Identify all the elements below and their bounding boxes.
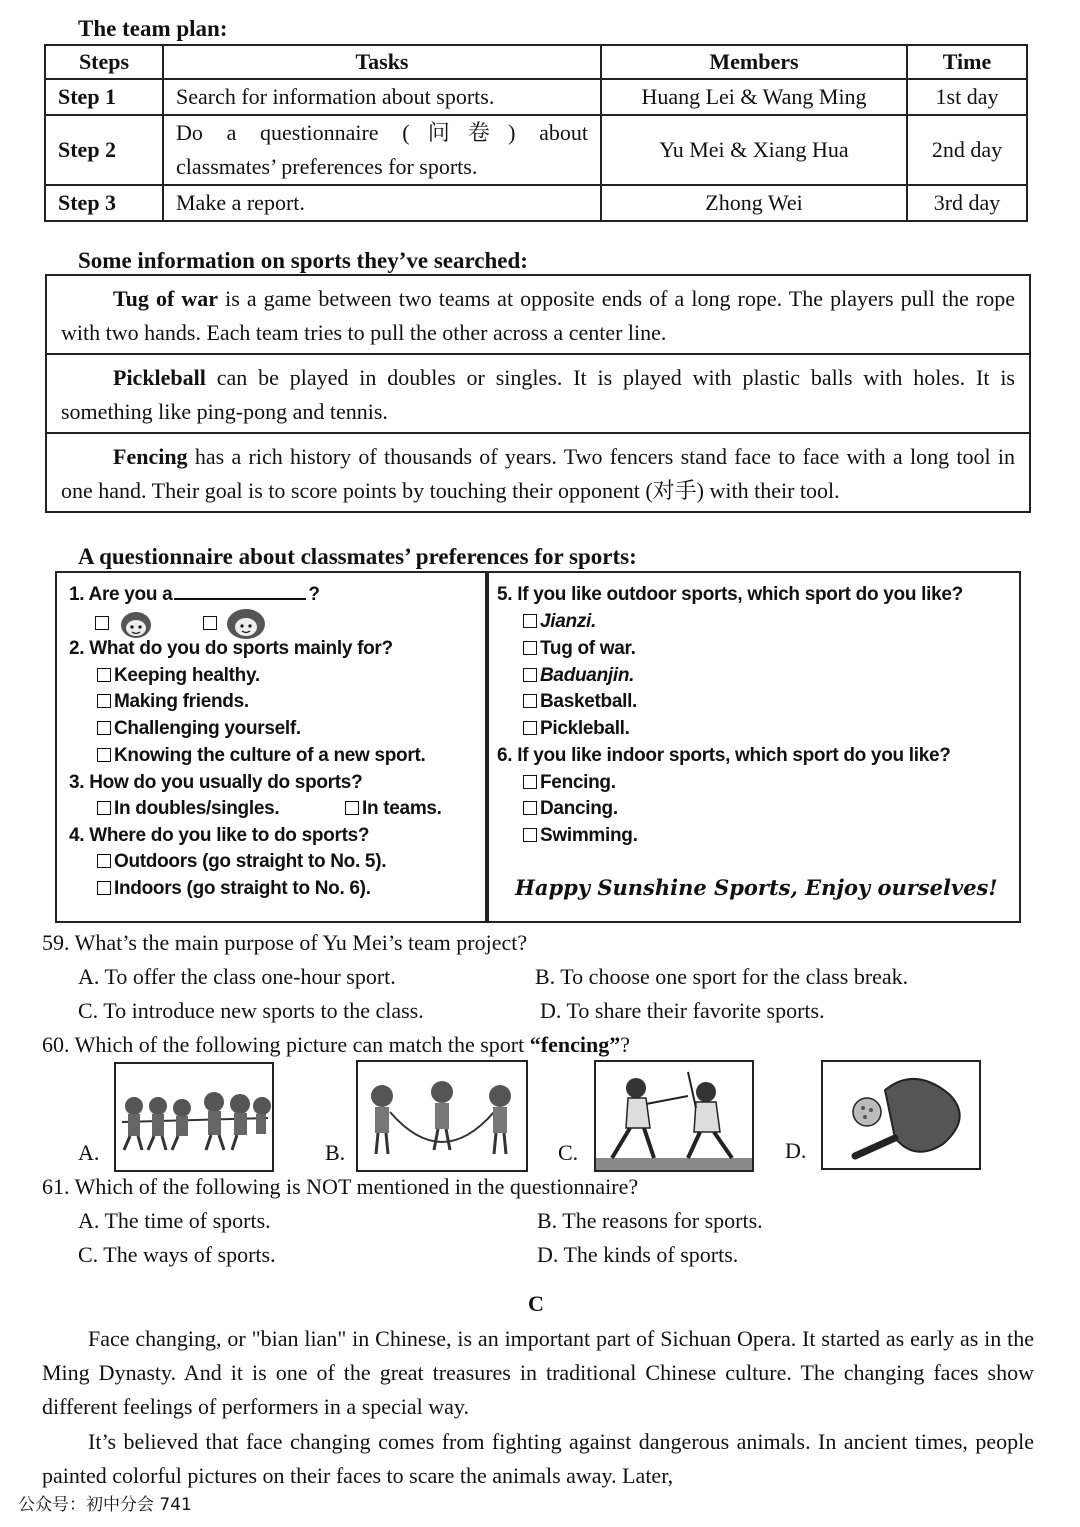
questionnaire-heading: A questionnaire about classmates’ preferences for sports: <box>78 544 637 569</box>
col-header-tasks: Tasks <box>163 45 601 79</box>
option-outdoors[interactable] <box>97 851 386 873</box>
option-label: Tug of war. <box>540 638 636 659</box>
question-59: 59. What’s the main purpose of Yu Mei’s team project? <box>42 930 528 955</box>
checkbox[interactable] <box>345 801 359 815</box>
picture-d-pickleball[interactable] <box>821 1060 981 1170</box>
question-keyword: “fencing” <box>529 1032 621 1057</box>
questionnaire-left-column <box>57 573 489 921</box>
table-header-row <box>45 45 1027 79</box>
info-term: Pickleball <box>113 365 206 390</box>
checkbox[interactable] <box>523 801 537 815</box>
info-fencing <box>47 432 1029 511</box>
questionnaire-box <box>55 571 1021 923</box>
col-header-time: Time <box>907 45 1027 79</box>
question-6: 6. If you like indoor sports, which sport do you like? <box>497 745 951 766</box>
question-2: 2. What do you do sports mainly for? <box>69 638 393 659</box>
checkbox[interactable] <box>523 641 537 655</box>
team-plan-table <box>44 44 1028 222</box>
option-label: Indoors (go straight to No. 6). <box>114 878 371 899</box>
option-pickleball[interactable] <box>523 718 630 740</box>
option-61-b[interactable]: B. The reasons for sports. <box>537 1208 763 1233</box>
picture-c-letter: C. <box>558 1140 579 1165</box>
option-basketball[interactable] <box>523 691 637 713</box>
checkbox[interactable] <box>523 828 537 842</box>
checkbox[interactable] <box>97 801 111 815</box>
checkbox[interactable] <box>523 775 537 789</box>
task-line: classmates’ preferences for sports. <box>176 154 478 179</box>
picture-a-letter: A. <box>78 1140 100 1165</box>
option-label: In doubles/singles. <box>114 798 280 819</box>
option-making-friends[interactable] <box>97 691 249 713</box>
footer-caption: 公众号：初中分会 741 <box>18 1495 192 1515</box>
checkbox[interactable] <box>523 668 537 682</box>
option-label: Pickleball. <box>540 718 630 739</box>
option-label: Jianzi. <box>540 611 596 632</box>
option-label: Outdoors (go straight to No. 5). <box>114 851 387 872</box>
info-text: has a rich history of thousands of years. Two fencers stand face to face with a long tool in one hand. Their goal is to score points by touching their opponent (对手) with their tool. <box>61 444 1015 503</box>
time-cell: 3rd day <box>907 185 1027 221</box>
task-line: Do a questionnaire (问卷) about <box>176 120 588 145</box>
checkbox-boy[interactable] <box>95 616 109 630</box>
time-cell: 1st day <box>907 79 1027 115</box>
gender-options <box>95 608 267 640</box>
question-text: ? <box>620 1032 630 1057</box>
option-tug-of-war[interactable] <box>523 638 636 660</box>
members-cell: Yu Mei & Xiang Hua <box>601 115 907 185</box>
option-swimming[interactable] <box>523 825 638 847</box>
col-header-steps: Steps <box>45 45 163 79</box>
option-label: In teams. <box>362 798 442 819</box>
question-1 <box>69 584 320 606</box>
option-doubles-singles[interactable] <box>97 798 279 820</box>
checkbox[interactable] <box>523 694 537 708</box>
table-row <box>45 79 1027 115</box>
jump-rope-icon <box>358 1062 526 1170</box>
option-label: Fencing. <box>540 772 616 793</box>
question-61: 61. Which of the following is NOT mentioned in the questionnaire? <box>42 1174 639 1199</box>
question-text: 60. Which of the following picture can match the sport <box>42 1032 530 1057</box>
boy-face-icon <box>117 609 155 639</box>
picture-b-jump-rope[interactable] <box>356 1060 528 1172</box>
question-5: 5. If you like outdoor sports, which sport do you like? <box>497 584 963 605</box>
option-keeping-healthy[interactable] <box>97 665 260 687</box>
option-61-c[interactable]: C. The ways of sports. <box>78 1242 276 1267</box>
paragraph-text: Face changing, or "bian lian" in Chinese, is an important part of Sichuan Opera. It started as early as in the Ming Dynasty. And it is one of the great treasures in traditional Chinese culture. The changing faces show different feelings of performers in a special way. <box>42 1326 1034 1419</box>
picture-c-fencing[interactable] <box>594 1060 754 1172</box>
questionnaire-right-column <box>489 573 1019 921</box>
members-cell: Zhong Wei <box>601 185 907 221</box>
checkbox[interactable] <box>523 721 537 735</box>
question-60 <box>42 1032 630 1058</box>
step-cell: Step 3 <box>45 185 163 221</box>
info-term: Tug of war <box>113 286 219 311</box>
info-tug-of-war <box>47 276 1029 353</box>
option-baduanjin[interactable] <box>523 665 634 687</box>
slogan: Happy Sunshine Sports, Enjoy ourselves! <box>515 875 998 900</box>
section-c-paragraph-1 <box>42 1322 1034 1424</box>
step-cell: Step 1 <box>45 79 163 115</box>
section-c-title: C <box>528 1291 544 1316</box>
tug-of-war-icon <box>116 1064 272 1170</box>
sports-info-box <box>45 274 1031 513</box>
task-cell: Make a report. <box>163 185 601 221</box>
option-dancing[interactable] <box>523 798 618 820</box>
checkbox[interactable] <box>97 668 111 682</box>
checkbox[interactable] <box>97 854 111 868</box>
paragraph-text: It’s believed that face changing comes from fighting against dangerous animals. In ancient times, people painted colorful pictures on their faces to scare the animals away. Later, <box>42 1429 1034 1488</box>
option-label: Swimming. <box>540 825 638 846</box>
girl-face-icon <box>225 608 267 640</box>
checkbox[interactable] <box>523 614 537 628</box>
option-in-teams[interactable] <box>345 798 442 820</box>
option-indoors[interactable] <box>97 878 371 900</box>
sports-info-heading: Some information on sports they’ve searched: <box>78 248 528 273</box>
team-plan-heading: The team plan: <box>78 16 228 41</box>
info-text: is a game between two teams at opposite ends of a long rope. The players pull the rope with two hands. Each team tries to pull the other across a center line. <box>61 286 1016 345</box>
col-header-members: Members <box>601 45 907 79</box>
question-4: 4. Where do you like to do sports? <box>69 825 370 846</box>
option-label: Knowing the culture of a new sport. <box>114 745 426 766</box>
info-term: Fencing <box>113 444 188 469</box>
pickleball-paddle-icon <box>823 1062 979 1168</box>
checkbox[interactable] <box>97 748 111 762</box>
option-knowing-culture[interactable] <box>97 745 425 767</box>
picture-d-letter: D. <box>785 1138 807 1163</box>
time-cell: 2nd day <box>907 115 1027 185</box>
picture-a-tug-of-war[interactable] <box>114 1062 274 1172</box>
answer-blank <box>174 598 306 600</box>
option-61-d[interactable]: D. The kinds of sports. <box>537 1242 739 1267</box>
option-label: Challenging yourself. <box>114 718 301 739</box>
section-c-paragraph-2 <box>42 1425 1034 1493</box>
task-cell: Search for information about sports. <box>163 79 601 115</box>
option-label: Baduanjin. <box>540 665 635 686</box>
info-pickleball <box>47 353 1029 432</box>
option-label: Basketball. <box>540 691 638 712</box>
option-label: Dancing. <box>540 798 618 819</box>
option-59-a[interactable]: A. To offer the class one-hour sport. <box>78 964 396 989</box>
checkbox[interactable] <box>97 694 111 708</box>
option-59-d[interactable]: D. To share their favorite sports. <box>540 998 825 1023</box>
option-jianzi[interactable] <box>523 611 596 633</box>
option-59-c[interactable]: C. To introduce new sports to the class. <box>78 998 424 1023</box>
checkbox[interactable] <box>97 721 111 735</box>
step-cell: Step 2 <box>45 115 163 185</box>
option-fencing[interactable] <box>523 772 616 794</box>
table-row <box>45 115 1027 185</box>
picture-b-letter: B. <box>325 1140 346 1165</box>
task-cell <box>163 115 601 185</box>
question-text: 1. Are you a <box>69 584 173 605</box>
question-mark: ? <box>308 584 320 605</box>
members-cell: Huang Lei & Wang Ming <box>601 79 907 115</box>
checkbox[interactable] <box>97 881 111 895</box>
option-61-a[interactable]: A. The time of sports. <box>78 1208 271 1233</box>
option-challenging-yourself[interactable] <box>97 718 301 740</box>
option-label: Keeping healthy. <box>114 665 260 686</box>
checkbox-girl[interactable] <box>203 616 217 630</box>
table-row <box>45 185 1027 221</box>
option-label: Making friends. <box>114 691 249 712</box>
question-3: 3. How do you usually do sports? <box>69 772 363 793</box>
info-text: can be played in doubles or singles. It is played with plastic balls with holes. It is something like ping-pong and tennis. <box>61 365 1015 424</box>
fencing-icon <box>596 1062 752 1170</box>
option-59-b[interactable]: B. To choose one sport for the class break. <box>535 964 909 989</box>
